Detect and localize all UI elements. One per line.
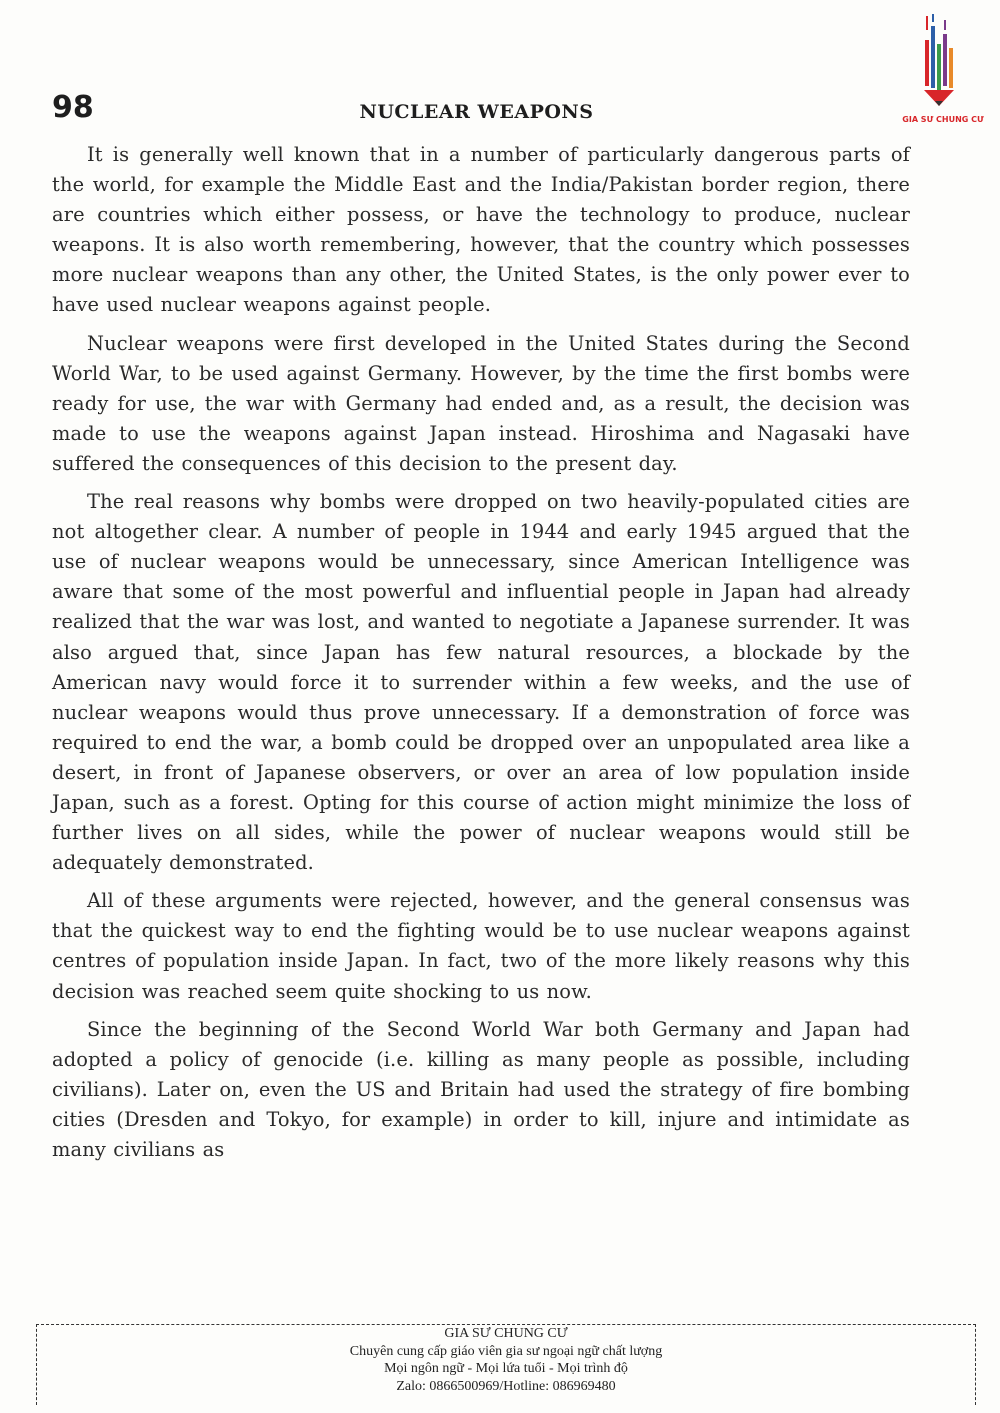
chapter-title: NUCLEAR WEAPONS — [359, 101, 594, 123]
brand-logo — [898, 14, 988, 124]
paragraph: Nuclear weapons were first developed in the United States during the Second World War, to be used against Germany. However, by the time the first bombs were ready for use, the war with Germany had ended and, as a result, the decision was made to use the weapons against Japan instead. Hiroshima and Nagasaki have suffered the consequences of this decision to the present day. — [52, 331, 910, 475]
footer-brand: GIA SƯ CHUNG CƯ — [444, 1326, 568, 1341]
logo-text: GIA SƯ CHUNG CƯ — [902, 115, 984, 124]
paragraph: It is generally well known that in a number of particularly dangerous parts of the world, for example the Middle East and the India/Pakistan border region, there are countries which either possess, or have the technology to produce, nuclear weapons. It is also worth remembering, however, that the country which possesses more nuclear weapons than any other, the United States, is the only power ever to have used nuclear weapons against people. — [52, 143, 910, 317]
paragraph: Since the beginning of the Second World War both Germany and Japan had adopted a policy of genocide (i.e. killing as many people as possible, including civilians). Later on, even the US and Britain had used the strategy of fire bombing cities (Dresden and Tokyo, for example) in order to kill, injure and intimidate as many civilians as — [52, 1017, 910, 1161]
footer-ad-box — [36, 1324, 976, 1405]
pencil-bars-logo-icon — [898, 14, 988, 109]
article-body — [52, 140, 910, 1173]
footer-contact: Zalo: 0866500969/Hotline: 086969480 — [396, 1378, 616, 1394]
paragraph: All of these arguments were rejected, however, and the general consensus was that the quickest way to end the fighting would be to use nuclear weapons against centres of population inside Japan. In fact, two of the more likely reasons why this decision was reached seem quite shocking to us now. — [52, 889, 910, 1003]
footer-tagline: Chuyên cung cấp giáo viên gia sư ngoại ngữ chất lượng — [349, 1343, 663, 1359]
footer-subtitle: Mọi ngôn ngữ - Mọi lứa tuổi - Mọi trình độ — [384, 1361, 628, 1376]
page-number: 98 — [52, 90, 94, 125]
paragraph: The real reasons why bombs were dropped on two heavily-populated cities are not altogether clear. A number of people in 1944 and early 1945 argued that the use of nuclear weapons would be unnecessary, since American Intelligence was aware that some of the most powerful and influential people in Japan had already realized that the war was lost, and wanted to negotiate a Japanese surrender. It was also argued that, since Japan has few natural resources, a blockade by the American navy would force it to surrender within a few weeks, and the use of nuclear weapons would thus prove unnecessary. If a demonstration of force was required to end the war, a bomb could be dropped over an unpopulated area like a desert, in front of Japanese observers, or over an area of low population inside Japan, such as a forest. Opting for this course of action might minimize the loss of further lives on all sides, while the power of nuclear weapons would still be adequately demonstrated. — [52, 490, 910, 875]
